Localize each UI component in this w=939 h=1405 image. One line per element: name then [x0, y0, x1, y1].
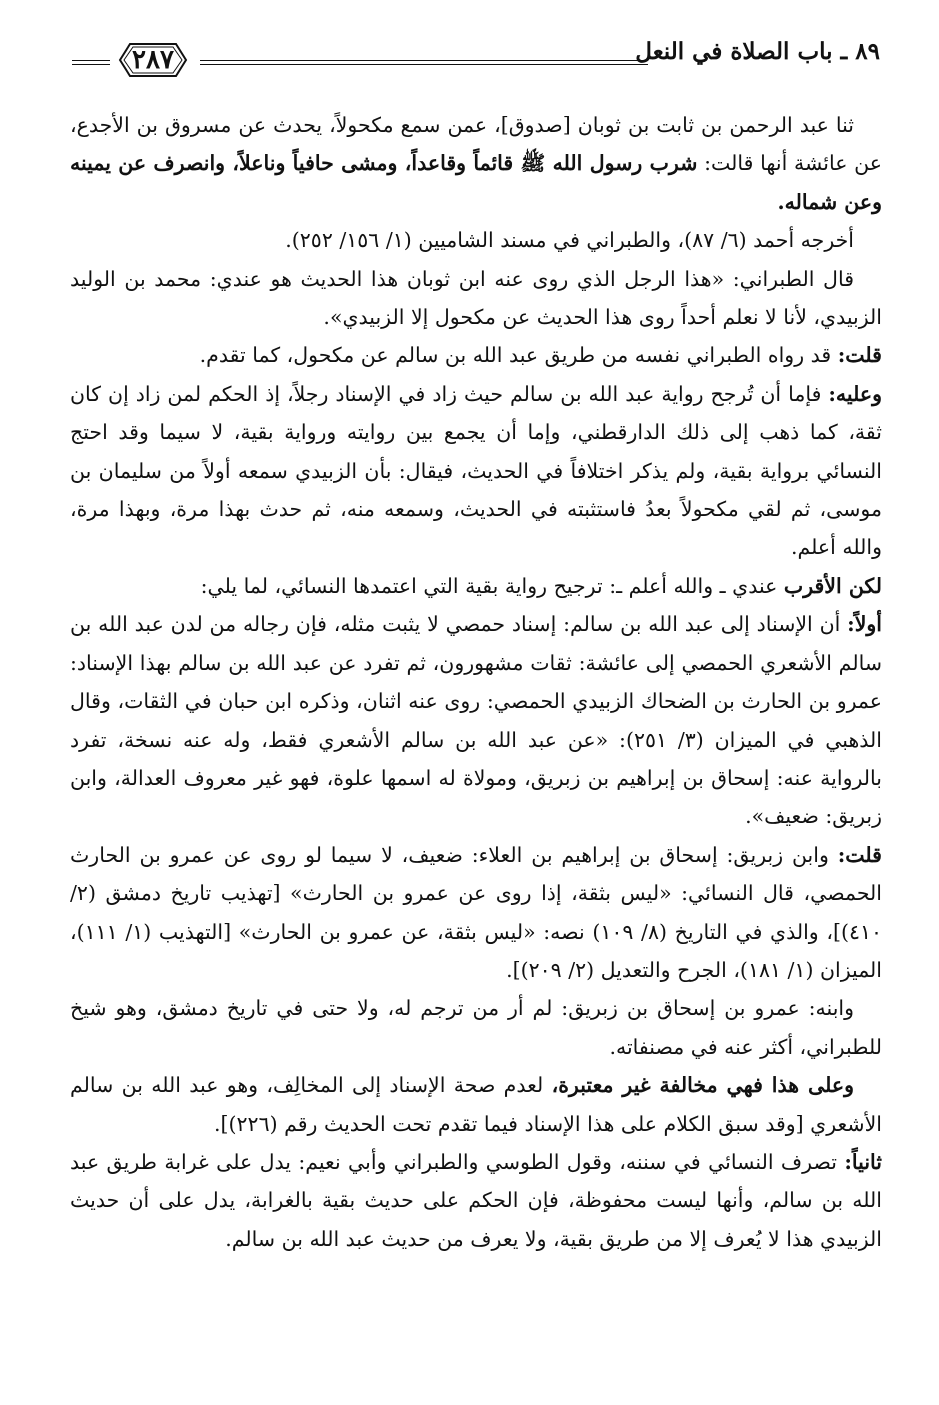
paragraph-tabarani-quote: قال الطبراني: «هذا الرجل الذي روى عنه ابن ثوبان هذا الحديث هو عندي: محمد بن الوليد الزبيدي، لأنا لا نعلم أحداً روى هذا الحديث عن مكحول إلا الزبيدي». [70, 266, 882, 330]
paragraph-text: ثنا عبد الرحمن بن ثابت بن ثوبان [صدوق]، عمن سمع مكحولاً، يحدث عن مسروق بن الأجدع، عن عائشة أنها قالت: [70, 113, 883, 176]
paragraph-text: قد رواه الطبراني نفسه من طريق عبد الله بن سالم عن مكحول، كما تقدم. [199, 343, 838, 368]
paragraph-text: تصرف النسائي في سننه، وقول الطوسي والطبراني وأبي نعيم: يدل على غرابة طريق عبد الله بن سالم، وأنها ليست محفوظة، فإن الحكم على حديث بقية بالغرابة، يدل على أن حديث الزبيدي هذا لا يُعرف إلا من طريق بقية، ولا يعرف من حديث عبد الله بن سالم. [70, 1149, 882, 1251]
paragraph-text: فإما أن تُرجح رواية عبد الله بن سالم حيث زاد في الإسناد رجلاً، إذ الحكم لمن زاد إن كان ثقة، كما ذهب إلى ذلك الدارقطني، وإما أن يجمع بين روايته ورواية بقية، لا سيما وقد احتج النسائي برواية بقية، ولم يذكر اختلافاً في الحديث، فيقال: بأن الزبيدي سمعه أولاً من سليمان بن موسى، ثم لقي مكحولاً بعدُ فاستثبته في الحديث، وسمعه منه، ثم حدث بهذا مرة، وبهذا مرة، والله أعلم. [70, 381, 882, 560]
paragraph-ibnuhu: وابنه: عمرو بن إسحاق بن زبريق: لم أر من ترجم له، ولا حتى في تاريخ دمشق، وهو شيخ للطبراني، أكثر عنه في مصنفاته. [70, 996, 882, 1059]
chapter-title: ٨٩ ـ باب الصلاة في النعل [635, 38, 880, 65]
paragraph-text: وابن زبريق: إسحاق بن إبراهيم بن العلاء: ضعيف، لا سيما لو روى عن عمرو بن الحارث الحمصي، قال النسائي: «ليس بثقة، إذا روى عن عمرو بن الحارث» [تهذيب تاريخ دمشق (٢/ ٤١٠)]، والذي في التاريخ (٨/ ١٠٩) نصه: «ليس بثقة، عن عمرو بن الحارث» [التهذيب (١/ ١١١)، الميزان (١/ ١٨١)، الجرح والتعديل (٢/ ٢٠٩)]. [70, 842, 883, 982]
paragraph-lead: قلت: [837, 343, 882, 368]
paragraph-text: لعدم صحة الإسناد إلى المخالِف، وهو عبد الله بن سالم الأشعري [وقد سبق الكلام على هذا الإسناد فيما تقدم تحت الحديث رقم (٢٢٦)]. [70, 1073, 882, 1136]
paragraph-lead: وعلى هذا فهي مخالفة غير معتبرة، [551, 1073, 854, 1098]
paragraph-qultu-2 [70, 836, 882, 990]
paragraph-conclusion [70, 1066, 882, 1143]
page-number-badge [108, 40, 198, 80]
paragraph-thaniyan [70, 1143, 882, 1258]
paragraph-takhrij: أخرجه أحمد (٦/ ٨٧)، والطبراني في مسند الشاميين (١/ ١٥٦/ ٢٥٢). [285, 228, 854, 253]
header-rule-right [200, 60, 648, 65]
page-header [72, 36, 880, 96]
header-rule-left [72, 60, 110, 65]
main-text [70, 106, 882, 1258]
paragraph-hadith-text [70, 106, 882, 221]
paragraph-lead: وعليه: [828, 381, 882, 406]
paragraph-qultu-1 [70, 336, 882, 374]
paragraph-text: عندي ـ والله أعلم ـ: ترجيح رواية بقية التي اعتمدها النسائي، لما يلي: [200, 573, 784, 598]
paragraph-lead: ثانياً: [844, 1149, 882, 1174]
paragraph-text: أن الإسناد إلى عبد الله بن سالم: إسناد حمصي لا يثبت مثله، فإن رجاله من لدن عبد الله بن سالم الأشعري الحمصي إلى عائشة: ثقات مشهورون، ثم تفرد عن عبد الله بن سالم بهذا الإسناد: عمرو بن الحارث بن الضحاك الزبيدي الحمصي: روى عنه اثنان، وذكره ابن حبان في الثقات، وقال الذهبي في الميزان (٣/ ٢٥١): «عن عبد الله بن سالم الأشعري فقط، وله عنه نسخة، تفرد بالرواية عنه: إسحاق بن إبراهيم بن زبريق، ومولاة له اسمها علوة، فهو غير معروف العدالة، وابن زبريق: ضعيف». [70, 612, 882, 829]
paragraph-lead: قلت: [837, 842, 882, 867]
paragraph-lead: أولاً: [847, 612, 882, 637]
page-number: ٢٨٧ [132, 45, 174, 75]
hadith-matn: شرب رسول الله ﷺ قائماً وقاعداً، ومشى حافياً وناعلاً، وانصرف عن يمينه وعن شماله. [70, 151, 882, 214]
paragraph-lakin-al-aqrab [70, 567, 882, 605]
paragraph-wa-alayhi [70, 375, 882, 567]
paragraph-awwalan [70, 605, 882, 835]
paragraph-lead: لكن الأقرب [783, 573, 882, 598]
